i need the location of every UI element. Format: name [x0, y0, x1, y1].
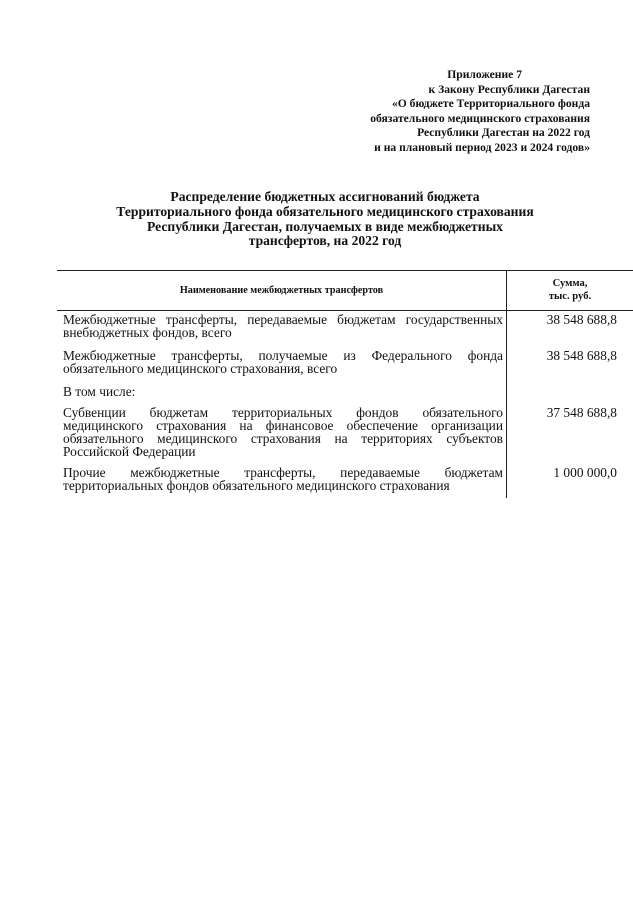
- title-line: Территориального фонда обязательного медицинского страхования: [116, 203, 534, 219]
- appendix-line: «О бюджете Территориального фонда: [391, 97, 590, 110]
- row-sum: 37 548 688,8: [546, 405, 617, 420]
- column-header-sum-line: тыс. руб.: [548, 291, 592, 302]
- row-name: Субвенции бюджетам территориальных фондов обязательного медицинского страхования на финансовое обеспечение организации обязательного медицинского страхования на территориях субъектов Российской Федерации: [63, 405, 503, 459]
- appendix-header: [300, 68, 590, 155]
- appendix-number: Приложение 7: [447, 68, 522, 81]
- column-header-sum: [507, 277, 633, 303]
- table-top-rule: [57, 270, 633, 271]
- row-name: Межбюджетные трансферты, получаемые из Федерального фонда обязательного медицинского страхования, всего: [63, 348, 503, 376]
- row-sum: 38 548 688,8: [546, 348, 617, 363]
- table-header-rule: [57, 310, 633, 311]
- row-name: Межбюджетные трансферты, передаваемые бюджетам государственных внебюджетных фондов, всего: [63, 312, 503, 340]
- appendix-line: обязательного медицинского страхования: [370, 111, 590, 125]
- appendix-line: и на плановый период 2023 и 2024 годов»: [374, 140, 590, 154]
- column-separator: [506, 270, 507, 498]
- row-name: В том числе:: [63, 384, 136, 399]
- title-line: трансфертов, на 2022 год: [248, 233, 402, 249]
- document-title: [60, 190, 590, 249]
- title-line: Республики Дагестан, получаемых в виде межбюджетных: [147, 218, 503, 234]
- column-header-sum-line: Сумма,: [552, 278, 588, 289]
- row-name: Прочие межбюджетные трансферты, передаваемые бюджетам территориальных фондов обязательного медицинского страхования: [63, 465, 503, 493]
- row-sum: 1 000 000,0: [553, 465, 617, 480]
- appendix-line: к Закону Республики Дагестан: [428, 82, 590, 96]
- column-header-name: Наименование межбюджетных трансфертов: [179, 285, 384, 296]
- appendix-line: Республики Дагестан на 2022 год: [417, 126, 590, 139]
- title-line: Распределение бюджетных ассигнований бюджета: [170, 189, 480, 204]
- row-sum: 38 548 688,8: [546, 312, 617, 327]
